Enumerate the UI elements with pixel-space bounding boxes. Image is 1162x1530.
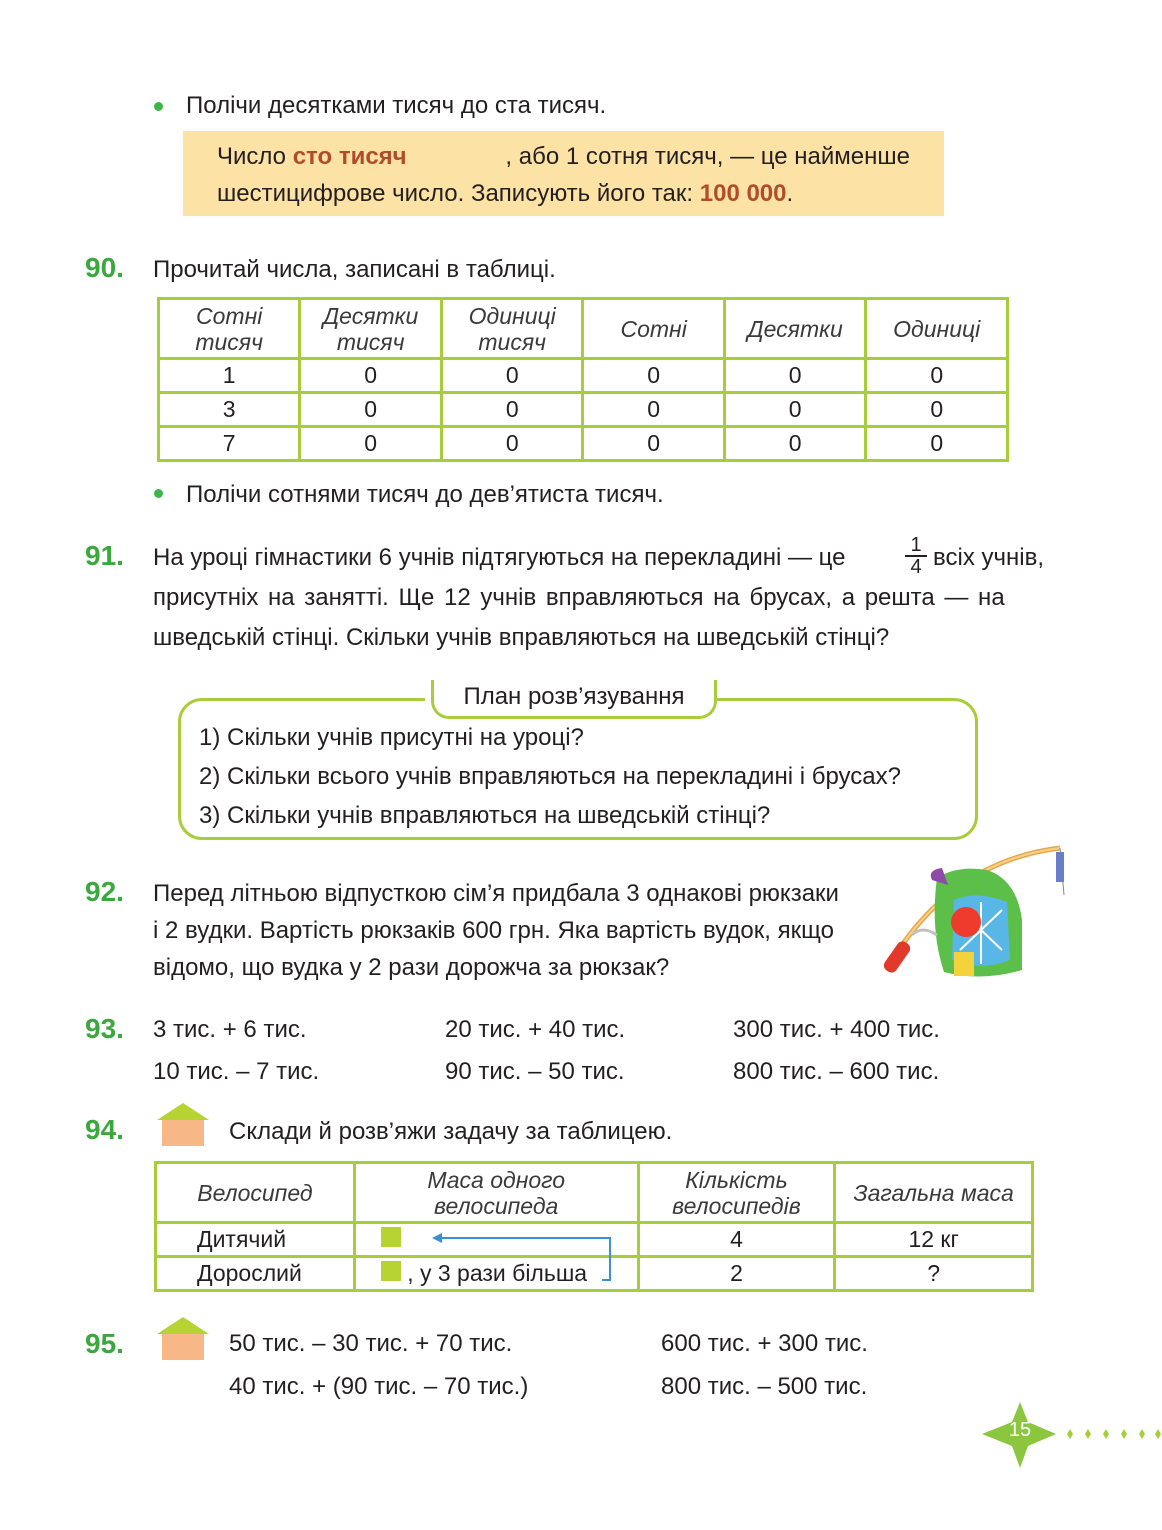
page-number: 15 (1008, 1419, 1032, 1441)
expression: 600 тис. + 300 тис. (661, 1330, 868, 1357)
intro-bullet-text: Полічи десятками тисяч до ста тисяч. (186, 92, 607, 119)
plan-item: 3) Скільки учнів вправляються на шведській стінці? (199, 802, 771, 829)
table-header: Сотні тисяч (159, 299, 300, 359)
exercise-91-line-3: шведській стінці. Скільки учнів вправляються на шведській стінці? (153, 624, 890, 651)
table-header: Одиниці (866, 299, 1008, 359)
fraction: $\frac{1}{4}$ (905, 535, 927, 577)
expression: 800 тис. – 500 тис. (661, 1373, 868, 1400)
table-header: Велосипед (156, 1163, 355, 1223)
home-task-icon (155, 1100, 211, 1148)
expression: 3 тис. + 6 тис. (153, 1016, 307, 1043)
table-header: Десятки (724, 299, 866, 359)
relation-arrow (430, 1228, 615, 1284)
unknown-value-square (381, 1261, 401, 1281)
expression: 40 тис. + (90 тис. – 70 тис.) (229, 1373, 529, 1400)
table-row: 1 0 0 0 0 0 (159, 359, 1008, 393)
table-header: Маса одного велосипеда (354, 1163, 638, 1223)
exercise-90-bullet-text: Полічи сотнями тисяч до дев’ятиста тисяч. (186, 481, 664, 508)
table-header: Одиниці тисяч (441, 299, 583, 359)
exercise-92-line: і 2 вудки. Вартість рюкзаків 600 грн. Яка вартість вудок, якщо (153, 917, 834, 944)
definition-box (183, 131, 944, 216)
exercise-94-text: Склади й розв’яжи задачу за таблицею. (229, 1118, 673, 1145)
exercise-90-text: Прочитай числа, записані в таблиці. (153, 256, 556, 283)
table-header: Десятки тисяч (300, 299, 442, 359)
expression: 800 тис. – 600 тис. (733, 1058, 940, 1085)
bullet-dot (154, 489, 163, 498)
exercise-91-line-1-end: всіх учнів, (933, 544, 1044, 571)
table-header: Сотні (583, 299, 724, 359)
bullet-dot (154, 102, 163, 111)
expression: 90 тис. – 50 тис. (445, 1058, 625, 1085)
exercise-number-91: 91. (85, 540, 124, 571)
exercise-number-95: 95. (85, 1328, 124, 1359)
table-row: 7 0 0 0 0 0 (159, 427, 1008, 461)
solution-plan-title: План розв’язування (431, 680, 717, 719)
exercise-number-90: 90. (85, 252, 124, 283)
exercise-91-line-1: На уроці гімнастики 6 учнів підтягуються на перекладині — це (153, 544, 846, 571)
highlight-term: сто тисяч (292, 143, 407, 170)
plan-item: 1) Скільки учнів присутні на уроці? (199, 724, 584, 751)
exercise-number-94: 94. (85, 1114, 124, 1145)
table-row: 3 0 0 0 0 0 (159, 393, 1008, 427)
highlight-number: 100 000 (699, 180, 787, 207)
place-value-table (157, 297, 1009, 462)
definition-line-1: Число сто тисяч , або 1 сотня тисяч, — це найменше (217, 143, 910, 170)
table-header: Загальна маса (835, 1163, 1033, 1223)
table-row: Дитячий 4 12 кг (156, 1223, 1033, 1257)
expression: 20 тис. + 40 тис. (445, 1016, 626, 1043)
exercise-number-92: 92. (85, 876, 124, 907)
home-task-icon (155, 1314, 211, 1362)
exercise-92-line: відомо, що вудка у 2 рази дорожча за рюкзак? (153, 954, 670, 981)
table-header: Кількість велосипедів (638, 1163, 835, 1223)
definition-line-2: шестицифрове число. Записують його так: 100 000. (217, 180, 794, 207)
table-row: Дорослий , у 3 рази більша 2 ? (156, 1257, 1033, 1291)
expression: 50 тис. – 30 тис. + 70 тис. (229, 1330, 513, 1357)
plan-item: 2) Скільки всього учнів вправляються на перекладині і брусах? (199, 763, 901, 790)
exercise-91-line-2: присутніх на занятті. Ще 12 учнів вправляються на брусах, а решта — на (153, 584, 1005, 611)
expression: 300 тис. + 400 тис. (733, 1016, 940, 1043)
exercise-number-93: 93. (85, 1013, 124, 1044)
backpack-fishing-rod-illustration (882, 840, 1068, 985)
expression: 10 тис. – 7 тис. (153, 1058, 320, 1085)
unknown-value-square (381, 1227, 401, 1247)
exercise-92-line: Перед літньою відпусткою сім’я придбала 3 однакові рюкзаки (153, 880, 839, 907)
